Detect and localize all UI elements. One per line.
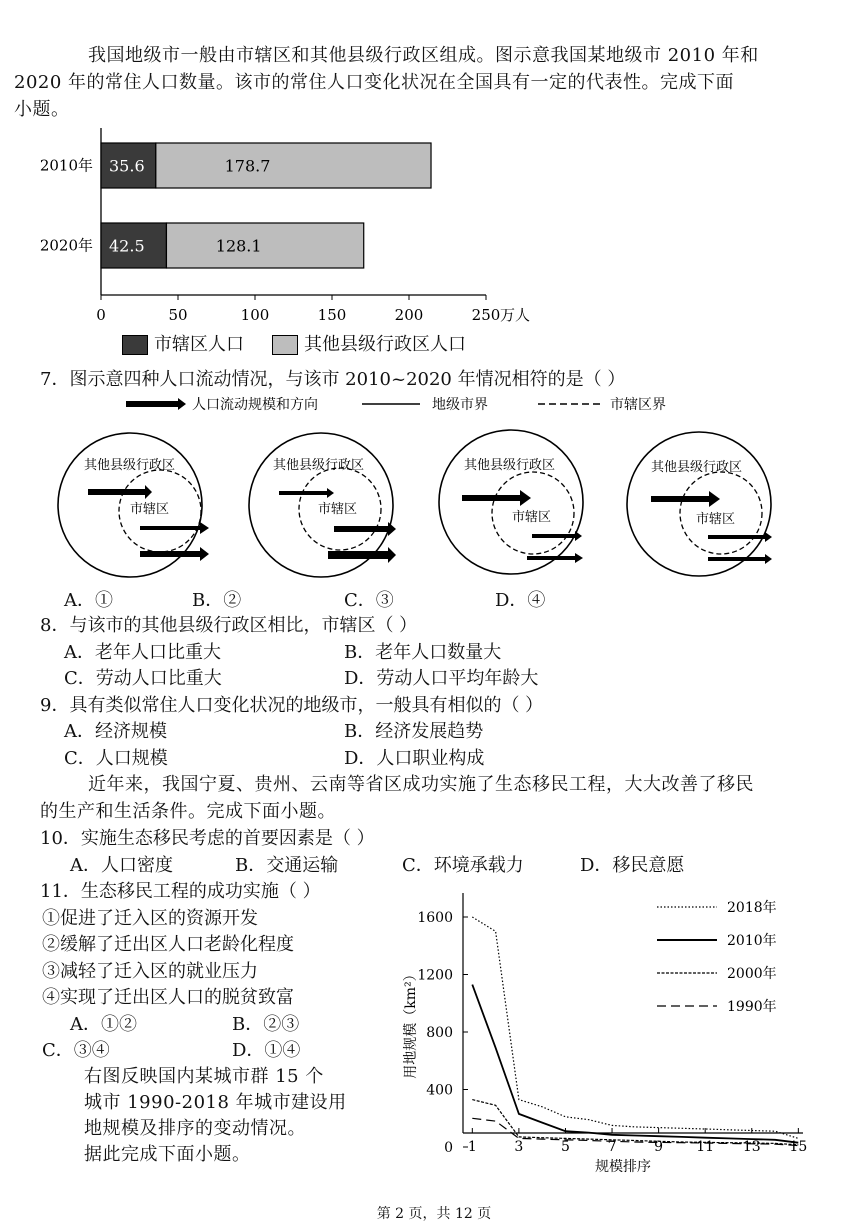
- q10-option-d: D．移民意愿: [580, 855, 685, 876]
- q9-option-d: D．人口职业构成: [344, 748, 485, 769]
- diagram-1-figure: [58, 433, 209, 577]
- legend-label-other: 其他县级行政区人口: [304, 334, 466, 355]
- diagram-4-figure: [627, 432, 772, 576]
- q10-option-a: A．人口密度: [70, 855, 173, 876]
- line-legend-label: 1990年: [727, 999, 777, 1015]
- line-series: [472, 917, 798, 1138]
- bar-data-label: 178.7: [224, 156, 271, 176]
- legend-solid-label: 地级市界: [432, 397, 488, 413]
- q7-option-d: D．④: [495, 590, 546, 611]
- q9-option-b: B．经济发展趋势: [344, 721, 484, 742]
- svg-text:市辖区: 市辖区: [318, 502, 358, 517]
- bar-segment: [156, 143, 431, 188]
- svg-text:其他县级行政区: 其他县级行政区: [273, 458, 365, 473]
- line-legend-label: 2000年: [727, 966, 777, 982]
- line-x-tick-label: 3: [514, 1139, 524, 1155]
- diagram-2-figure: [249, 433, 396, 577]
- bar-x-tick-label: 0: [96, 306, 106, 324]
- q8-option-b: B．老年人口数量大: [344, 642, 502, 663]
- q11-item-1: ①促进了迁入区的资源开发: [42, 908, 258, 929]
- bar-x-tick-label: 200: [394, 306, 424, 324]
- bar-x-unit: 万人: [500, 306, 531, 324]
- line-y-tick-label: 0: [444, 1140, 453, 1156]
- q7-option-a: A．①: [64, 590, 113, 611]
- line-x-tick-label: 15: [789, 1139, 808, 1155]
- bar-category-label: 2010年: [39, 156, 93, 175]
- q8-option-c: C．劳动人口比重大: [64, 668, 222, 689]
- line-x-tick-label: 1: [467, 1139, 477, 1155]
- bar-x-tick-label: 150: [317, 306, 347, 324]
- q9-stem: 9．具有类似常住人口变化状况的地级市，一般具有相似的（ ）: [40, 695, 544, 716]
- q10-stem: 10．实施生态移民考虑的首要因素是（ ）: [40, 828, 375, 849]
- svg-text:市辖区: 市辖区: [696, 512, 736, 527]
- q11-item-3: ③减轻了迁入区的就业压力: [42, 961, 258, 982]
- q8-option-d: D．劳动人口平均年龄大: [344, 668, 539, 689]
- svg-text:市辖区: 市辖区: [512, 510, 552, 525]
- line-y-tick-label: 1200: [417, 967, 453, 984]
- svg-text:其他县级行政区: 其他县级行政区: [464, 458, 556, 473]
- q10-option-c: C．环境承载力: [402, 855, 524, 876]
- page-footer: 第 2 页，共 12 页: [376, 1206, 492, 1222]
- diagram-3-figure: [439, 430, 583, 574]
- intro2-line1: 近年来，我国宁夏、贵州、云南等省区成功实施了生态移民工程，大大改善了移民: [88, 774, 754, 795]
- land-scale-line-chart: [395, 885, 825, 1185]
- q9-option-c: C．人口规模: [64, 748, 168, 769]
- line-y-label: 用地规模（km²）: [403, 967, 419, 1079]
- q11-item-2: ②缓解了迁出区人口老龄化程度: [42, 934, 294, 955]
- svg-text:市辖区: 市辖区: [130, 502, 170, 517]
- legend-flow-arrow: [126, 398, 186, 410]
- intro2-line2: 的生产和生活条件。完成下面小题。: [40, 801, 336, 822]
- q9-option-a: A．经济规模: [64, 721, 167, 742]
- bar-data-label: 42.5: [109, 236, 145, 256]
- flow-diagrams: [0, 420, 868, 595]
- intro-line1: 我国地级市一般由市辖区和其他县级行政区组成。图示意我国某地级市 2010 年和: [88, 45, 759, 66]
- bar-x-tick-label: 50: [168, 306, 188, 324]
- population-bar-chart: [20, 128, 560, 368]
- q11-option-d: D．①④: [232, 1040, 301, 1061]
- bar-segment: [166, 223, 363, 268]
- line-x-tick-label: 11: [696, 1139, 715, 1155]
- intro-line2: 2020 年的常住人口数量。该市的常住人口变化状况在全国具有一定的代表性。完成下面: [14, 72, 735, 93]
- line-y-tick-label: 800: [426, 1025, 453, 1041]
- line-legend-label: 2010年: [727, 933, 777, 949]
- intro-line3: 小题。: [14, 99, 70, 120]
- line-x-tick-label: 9: [654, 1139, 664, 1155]
- q8-option-a: A．老年人口比重大: [64, 642, 221, 663]
- q10-option-b: B．交通运输: [235, 855, 339, 876]
- line-x-tick-label: 5: [561, 1139, 570, 1155]
- q7-legend: [120, 393, 820, 417]
- bar-x-tick-label: 250: [471, 306, 501, 324]
- line-y-tick-label: 400: [426, 1082, 453, 1099]
- q7-option-b: B．②: [192, 590, 242, 611]
- line-x-tick-label: 13: [742, 1139, 761, 1155]
- intro3-line1: 右图反映国内某城市群 15 个: [84, 1066, 324, 1087]
- q11-option-a: A．①②: [70, 1014, 137, 1035]
- intro3-line4: 据此完成下面小题。: [84, 1144, 251, 1165]
- legend-flow-label: 人口流动规模和方向: [192, 397, 318, 413]
- q11-option-b: B．②③: [232, 1014, 300, 1035]
- bar-data-label: 128.1: [215, 236, 262, 256]
- q11-stem: 11．生态移民工程的成功实施（ ）: [40, 881, 321, 902]
- intro3-line2: 城市 1990-2018 年城市建设用: [84, 1092, 347, 1113]
- line-y-tick-label: 1600: [417, 910, 453, 926]
- line-x-tick-label: 7: [607, 1139, 617, 1155]
- q7-option-c: C．③: [344, 590, 394, 611]
- q7-stem: 7．图示意四种人口流动情况，与该市 2010~2020 年情况相符的是（ ）: [40, 369, 626, 390]
- legend-dashed-label: 市辖区界: [610, 397, 666, 413]
- legend-swatch-other: [272, 335, 298, 355]
- q8-stem: 8．与该市的其他县级行政区相比，市辖区（ ）: [40, 615, 418, 636]
- bar-data-label: 35.6: [109, 156, 145, 176]
- legend-label-urban: 市辖区人口: [154, 334, 244, 355]
- bar-category-label: 2020年: [39, 236, 93, 255]
- svg-text:其他县级行政区: 其他县级行政区: [651, 460, 743, 475]
- q11-item-4: ④实现了迁出区人口的脱贫致富: [42, 987, 294, 1008]
- line-legend-label: 2018年: [727, 900, 777, 916]
- legend-swatch-urban: [122, 335, 148, 355]
- svg-text:其他县级行政区: 其他县级行政区: [84, 458, 176, 473]
- bar-x-tick-label: 100: [240, 306, 270, 324]
- line-x-label: 规模排序: [595, 1159, 651, 1175]
- q11-option-c: C．③④: [42, 1040, 110, 1061]
- intro3-line3: 地规模及排序的变动情况。: [84, 1118, 306, 1139]
